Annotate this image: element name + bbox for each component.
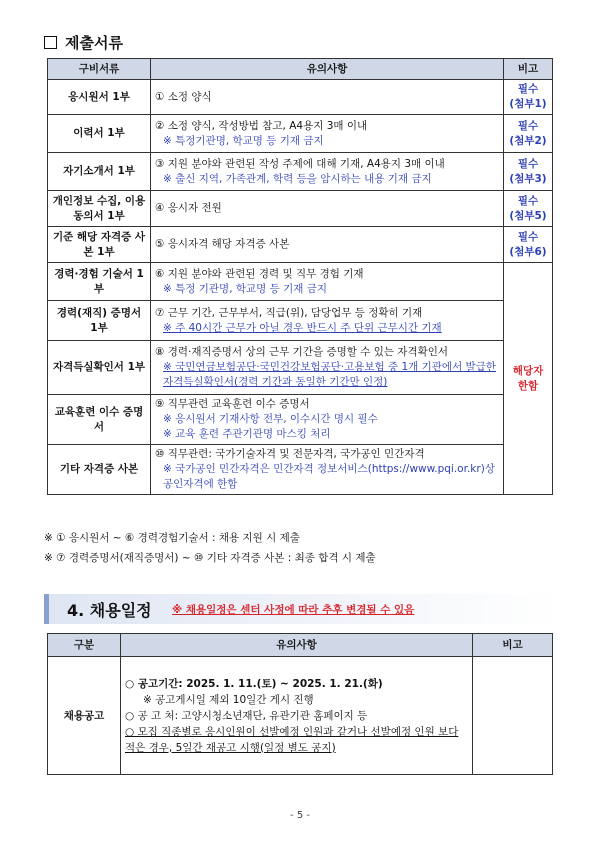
note-line: ⑧ 경력·재직증명서 상의 근무 기간을 증명할 수 있는 자격확인서 [155, 346, 449, 358]
required-badge: 필수 (첨부1) [504, 80, 553, 115]
table-row [48, 341, 553, 395]
page-number: - 5 - [290, 810, 310, 821]
table-row [48, 153, 553, 191]
document-notes [151, 395, 504, 445]
applicable-only-note: 해당자 한함 [504, 263, 553, 495]
note-line: ※ 응시원서 기재사항 전부, 이수시간 명시 필수 [163, 413, 378, 425]
document-notes [151, 115, 504, 153]
document-name: 자격득실확인서 1부 [48, 341, 151, 395]
document-notes [151, 341, 504, 395]
document-name: 기타 자격증 사본 [48, 445, 151, 495]
required-badge: 필수 (첨부5) [504, 191, 553, 227]
footnote: ※ ① 응시원서 ~ ⑥ 경력경험기술서 : 채용 지원 시 제출 [44, 532, 300, 544]
schedule-warning: ※ 채용일정은 센터 사정에 따라 추후 변경될 수 있음 [172, 604, 415, 616]
document-notes [151, 80, 504, 115]
note-line: ② 소정 양식, 작성방법 참고, A4용지 3매 이내 [155, 119, 368, 132]
note-line: ※ 교육 훈련 주관기관명 마스킹 처리 [163, 428, 331, 440]
note-line: ※ 특정기관명, 학교명 등 기재 금지 [163, 134, 324, 147]
checkbox-square-icon [44, 36, 57, 49]
document-notes [151, 445, 504, 495]
table-row [48, 80, 553, 115]
document-name: 기준 해당 자격증 사본 1부 [48, 227, 151, 263]
table-row [48, 657, 553, 775]
document-name: 경력·경험 기술서 1부 [48, 263, 151, 301]
header-notes: 유의사항 [151, 59, 504, 80]
document-name: 응시원서 1부 [48, 80, 151, 115]
document-name: 교육훈련 이수 증명서 [48, 395, 151, 445]
document-notes [151, 301, 504, 341]
header-remarks: 비고 [473, 634, 553, 657]
header-remarks: 비고 [504, 59, 553, 80]
header-notes: 유의사항 [121, 634, 473, 657]
note-line: ⑦ 근무 기간, 근무부서, 직급(위), 담당업무 등 정확히 기재 [155, 306, 423, 319]
required-badge: 필수 (첨부2) [504, 115, 553, 153]
header-documents: 구비서류 [48, 59, 151, 80]
section-banner-schedule [44, 594, 559, 624]
footnote: ※ ⑦ 경력증명서(재직증명서) ~ ⑩ 기타 자격증 사본 : 최종 합격 시 제출 [44, 552, 376, 564]
table-row [48, 445, 553, 495]
table-row [48, 115, 553, 153]
document-notes [151, 227, 504, 263]
schedule-line: ○ 공 고 처: 고양시청소년재단, 유관기관 홈페이지 등 [125, 709, 368, 722]
schedule-table [47, 633, 553, 775]
document-notes [151, 191, 504, 227]
schedule-line: ○ 모집 직종별로 응시인원이 선발예정 인원과 같거나 선발예정 인원 보다 적은 경우, 5일간 재공고 시행(일정 별도 공지) [125, 725, 459, 754]
note-line: ⑩ 직무관련: 국가기술자격 및 전문자격, 국가공인 민간자격 [155, 448, 425, 460]
section-title-documents: 제출서류 [44, 32, 123, 53]
row-label: 채용공고 [48, 657, 121, 775]
remarks-cell [473, 657, 553, 775]
note-line: ③ 지원 분야와 관련된 작성 주제에 대해 기재, A4용지 3매 이내 [155, 157, 445, 170]
document-name: 경력(재직) 증명서 1부 [48, 301, 151, 341]
section-title-schedule: 4. 채용일정 [67, 601, 152, 620]
document-name: 자기소개서 1부 [48, 153, 151, 191]
schedule-notes [121, 657, 473, 775]
document-notes [151, 153, 504, 191]
schedule-line: ※ 공고게시일 제외 10일간 게시 진행 [143, 693, 314, 706]
note-line: ⑤ 응시자격 해당 자격증 사본 [155, 238, 290, 250]
note-line: ※ 출신 지역, 가족관계, 학력 등을 암시하는 내용 기재 금지 [163, 172, 432, 185]
note-line: ⑥ 지원 분야와 관련된 경력 및 직무 경험 기재 [155, 267, 364, 280]
document-notes [151, 263, 504, 301]
note-line: ※ 국가공인 민간자격은 민간자격 정보서비스(https://www.pqi.or.kr)상 공인자격에 한함 [163, 463, 495, 490]
note-line: ※ 국민연금보험공단·국민건강보험공단·고용보험 중 1개 기관에서 발급한 자격득실확인서(경력 기간과 동일한 기간만 인정) [163, 361, 496, 388]
table-row [48, 301, 553, 341]
table-row [48, 191, 553, 227]
document-name: 이력서 1부 [48, 115, 151, 153]
documents-table [47, 58, 553, 495]
note-line: ④ 응시자 전원 [155, 202, 222, 214]
note-line: ※ 주 40시간 근무가 아닐 경우 반드시 주 단위 근무시간 기재 [163, 321, 442, 334]
header-category: 구분 [48, 634, 121, 657]
document-name: 개인정보 수집, 이용동의서 1부 [48, 191, 151, 227]
required-badge: 필수 (첨부3) [504, 153, 553, 191]
note-line: ※ 특정 기관명, 학교명 등 기재 금지 [163, 282, 328, 295]
schedule-line: ○ 공고기간: 2025. 1. 11.(토) ~ 2025. 1. 21.(화) [125, 677, 383, 690]
table-row [48, 395, 553, 445]
table-row [48, 263, 553, 301]
note-line: ⑨ 직무관련 교육훈련 이수 증명서 [155, 398, 310, 410]
note-line: ① 소정 양식 [155, 90, 212, 103]
table-row [48, 227, 553, 263]
required-badge: 필수 (첨부6) [504, 227, 553, 263]
